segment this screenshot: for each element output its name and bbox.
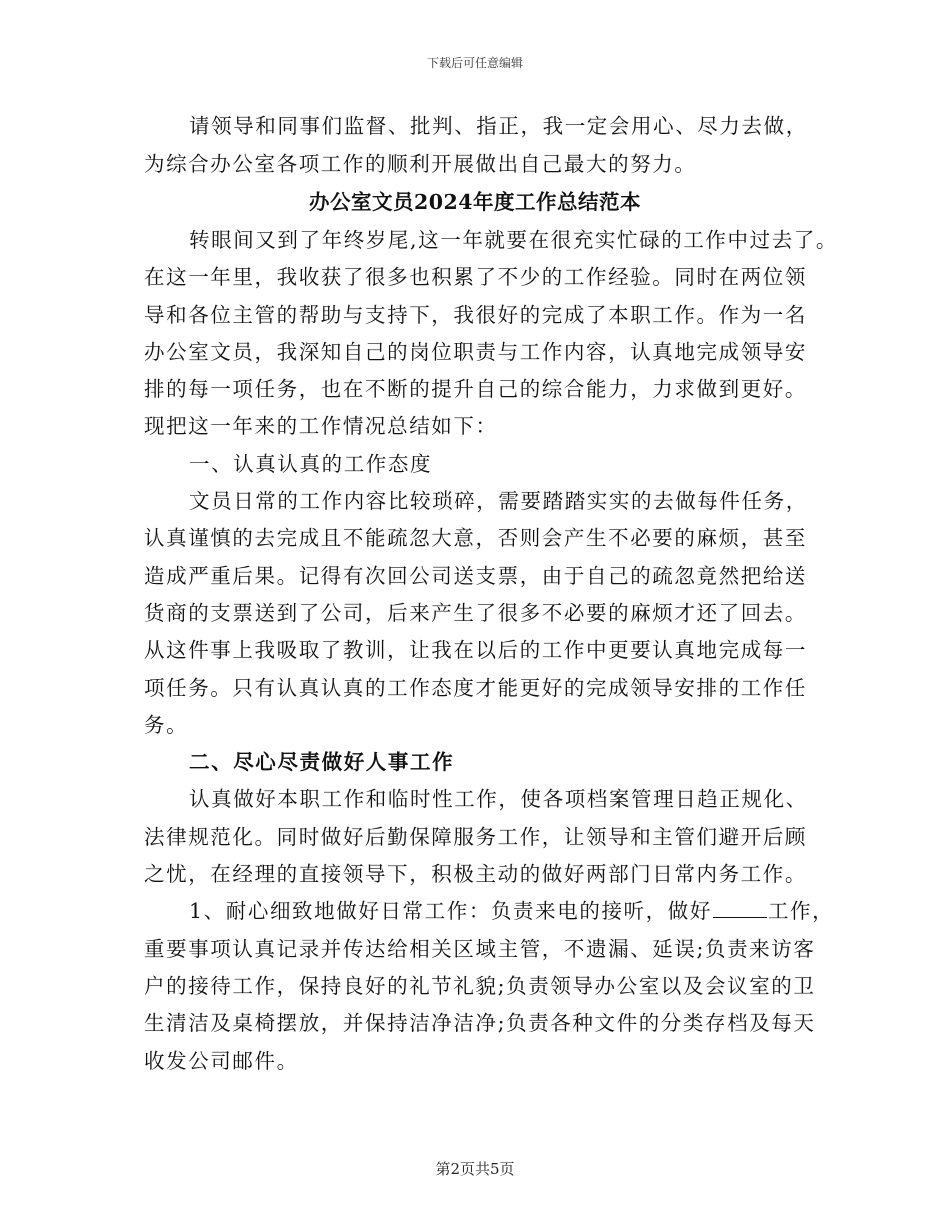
para4-line-1-after-blank: 工作， — [767, 899, 835, 923]
para2-line-5: 从这件事上我吸取了教训，让我在以后的工作中更要认真地完成每一 — [144, 638, 807, 662]
document-title: 办公室文员2024年度工作总结范本 — [308, 190, 642, 214]
para2-line-2: 认真谨慎的去完成且不能疏忽大意，否则会产生不必要的麻烦，甚至 — [144, 526, 807, 550]
para1-line-6: 现把这一年来的工作情况总结如下： — [144, 414, 498, 438]
para1-line-4: 办公室文员，我深知自己的岗位职责与工作内容，认真地完成领导安 — [144, 340, 807, 364]
para3-line-3: 之忧，在经理的直接领导下，积极主动的做好两部门日常内务工作。 — [144, 862, 807, 886]
para4-line-4: 生清洁及桌椅摆放，并保持洁净洁净;负责各种文件的分类存档及每天 — [144, 1011, 816, 1035]
para3-line-2: 法律规范化。同时做好后勤保障服务工作，让领导和主管们避开后顾 — [144, 825, 807, 849]
para4-line-1 — [189, 896, 834, 926]
fill-in-blank — [713, 899, 767, 918]
para1-line-5: 排的每一项任务，也在不断的提升自己的综合能力，力求做到更好。 — [144, 377, 807, 401]
section1-heading: 一、认真认真的工作态度 — [189, 452, 433, 476]
para2-line-4: 货商的支票送到了公司，后来产生了很多不必要的麻烦才还了回去。 — [144, 601, 807, 625]
para4-line-5: 收发公司邮件。 — [144, 1049, 299, 1073]
section2-heading: 二、尽心尽责做好人事工作 — [189, 750, 455, 774]
para3-line-1: 认真做好本职工作和临时性工作，使各项档案管理日趋正规化、 — [189, 787, 808, 811]
para1-line-1: 转眼间又到了年终岁尾,这一年就要在很充实忙碌的工作中过去了。 — [189, 228, 839, 252]
para2-line-6: 项任务。只有认真认真的工作态度才能更好的完成领导安排的工作任 — [144, 676, 807, 700]
intro-line-2: 为综合办公室各项工作的顺利开展做出自己最大的努力。 — [144, 152, 697, 176]
para4-line-2: 重要事项认真记录并传达给相关区域主管，不遗漏、延误;负责来访客 — [144, 937, 816, 961]
para1-line-2: 在这一年里，我收获了很多也积累了不少的工作经验。同时在两位领 — [144, 265, 807, 289]
para2-line-7: 务。 — [144, 713, 189, 737]
para4-line-1-before-blank: 1、耐心细致地做好日常工作：负责来电的接听，做好 — [189, 899, 712, 923]
para2-line-3: 造成严重后果。记得有次回公司送支票，由于自己的疏忽竟然把给送 — [144, 564, 807, 588]
para2-line-1: 文员日常的工作内容比较琐碎，需要踏踏实实的去做每件任务， — [189, 489, 808, 513]
para4-line-3: 户的接待工作，保持良好的礼节礼貌;负责领导办公室以及会议室的卫 — [144, 974, 816, 998]
para1-line-3: 导和各位主管的帮助与支持下，我很好的完成了本职工作。作为一名 — [144, 303, 807, 327]
page-footer: 第2页共5页 — [435, 1160, 515, 1178]
page-header: 下载后可任意编辑 — [426, 56, 523, 70]
intro-line-1: 请领导和同事们监督、批判、指正，我一定会用心、尽力去做， — [189, 114, 808, 138]
